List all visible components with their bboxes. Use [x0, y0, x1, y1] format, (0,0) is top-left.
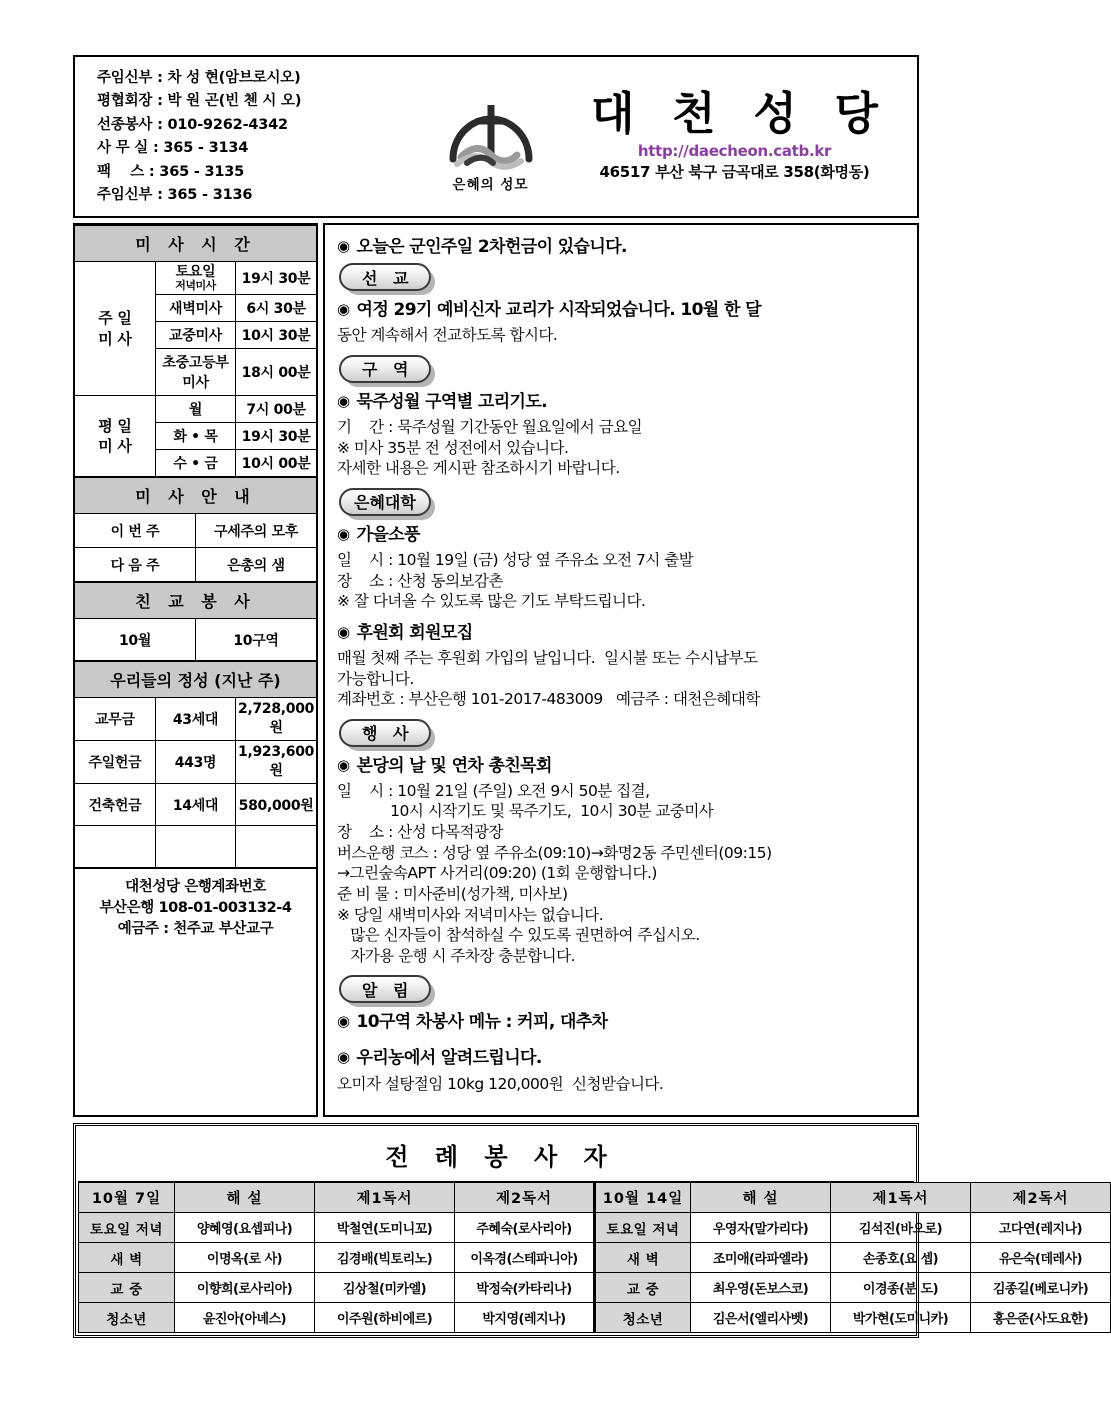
contact-line: 사 무 실 : 365 - 3134	[97, 140, 249, 157]
weekday-mass-label: 평 일 미 사	[75, 396, 155, 477]
announcement-bullet-text: 가을소풍	[356, 524, 420, 545]
announcement-detail-line: 오미자 설탕절임 10kg 120,000원 신청받습니다.	[337, 1074, 664, 1093]
server-cell: 박정숙(카타리나)	[455, 1273, 595, 1303]
mass-guide-title: 미 사 안 내	[75, 478, 316, 514]
spacer	[337, 612, 909, 621]
announcement-detail-line: 준 비 물 : 미사준비(성가책, 미사보)	[337, 884, 568, 903]
table-row	[79, 1243, 1111, 1273]
spacer	[337, 479, 909, 484]
sunday-mass-label: 주 일 미 사	[75, 262, 155, 396]
mass-row-time: 7시 00분	[236, 396, 316, 423]
announcement-bullet	[337, 523, 909, 547]
fellowship-row-value: 10구역	[196, 619, 317, 661]
announcement-detail-line: 10시 시작기도 및 묵주기도, 10시 30분 교중미사	[337, 802, 714, 821]
spacer	[337, 346, 909, 351]
server-cell: 주혜숙(로사리아)	[455, 1213, 595, 1243]
announcement-detail-line: 계좌번호 : 부산은행 101-2017-483009 예금주 : 대천은혜대학	[337, 690, 760, 709]
contact-line: 주임신부 : 365 - 3136	[97, 187, 253, 204]
section-pill-wrap	[339, 975, 909, 1006]
offering-count: 14세대	[155, 784, 235, 826]
servers-table	[78, 1182, 1111, 1333]
column-header: 해 설	[691, 1183, 831, 1213]
server-cell: 김종길(베로니카)	[971, 1273, 1111, 1303]
announcement-detail-line: 일 시 : 10월 21일 (주일) 오전 9시 50분 집결,	[337, 781, 650, 800]
row-label: 청소년	[79, 1303, 175, 1333]
bullet-icon: ◉	[337, 1048, 350, 1067]
announcement-detail-line: 가능합니다.	[337, 669, 414, 688]
mass-row-name: 교중미사	[155, 322, 235, 349]
bullet-icon: ◉	[337, 1012, 350, 1031]
bank-line: 예금주 : 천주교 부산교구	[117, 921, 274, 938]
mass-guide-table	[75, 477, 316, 582]
bank-line: 대천성당 은행계좌번호	[125, 879, 266, 896]
column-header: 제2독서	[455, 1183, 595, 1213]
section-pill-wrap	[339, 488, 909, 519]
bullet-icon: ◉	[337, 300, 350, 319]
bank-account-block	[75, 868, 316, 948]
church-website-link[interactable]: http://daecheon.catb.kr	[637, 142, 832, 160]
column-header: 해 설	[175, 1183, 315, 1213]
announcement-detail-line: ※ 당일 새벽미사와 저녁미사는 없습니다.	[337, 905, 604, 924]
offering-count: 43세대	[155, 698, 235, 741]
server-cell: 최우영(돈보스코)	[691, 1273, 831, 1303]
server-cell: 이명옥(로 사)	[175, 1243, 315, 1273]
announcement-detail-line: 버스운행 코스 : 성당 옆 주유소(09:10)→화명2동 주민센터(09:15)	[337, 843, 772, 862]
announcement-detail-line: ※ 미사 35분 전 성전에서 있습니다.	[337, 438, 569, 457]
table-row	[79, 1273, 1111, 1303]
announcement-detail-line: →그린숲속APT 사거리(09:20) (1회 운행합니다.)	[337, 864, 657, 883]
row-label: 교 중	[595, 1273, 691, 1303]
server-cell: 손종호(요 셉)	[831, 1243, 971, 1273]
top-notice-text: 오늘은 군인주일 2차헌금이 있습니다.	[356, 237, 627, 257]
bullet-icon: ◉	[337, 755, 350, 774]
column-header: 제2독서	[971, 1183, 1111, 1213]
server-cell: 윤진아(아녜스)	[175, 1303, 315, 1333]
announcement-bullet-text: 10구역 차봉사 메뉴 : 커피, 대추차	[356, 1012, 608, 1033]
mass-time-table	[75, 225, 316, 477]
section-pill: 행 사	[339, 719, 431, 747]
spacer	[337, 1037, 909, 1046]
announcement-bullet-text: 묵주성월 구역별 고리기도.	[356, 391, 548, 412]
guide-row-value: 은총의 샘	[196, 548, 317, 582]
liturgical-servers-section	[73, 1123, 1089, 1338]
server-cell: 홍은준(사도요한)	[971, 1303, 1111, 1333]
church-address: 46517 부산 북구 금곡대로 358(화명동)	[599, 163, 870, 181]
spacer	[337, 966, 909, 971]
announcement-bullet	[337, 1046, 909, 1070]
row-label: 토요일 저녁	[79, 1213, 175, 1243]
column-header: 제1독서	[831, 1183, 971, 1213]
section-pill: 알 림	[339, 975, 431, 1003]
contact-line: 선종봉사 : 010-9262-4342	[97, 116, 288, 133]
offering-amount: 580,000원	[236, 784, 316, 826]
bulletin-header	[73, 55, 919, 218]
mass-row-name: 수 • 금	[155, 450, 235, 477]
announcement-detail-line: 자세한 내용은 게시판 참조하시기 바랍니다.	[337, 459, 620, 478]
bank-line: 부산은행 108-01-003132-4	[99, 900, 292, 917]
mass-row-name: 새벽미사	[155, 295, 235, 322]
server-cell: 이주원(하비에르)	[315, 1303, 455, 1333]
server-cell: 박지영(레지나)	[455, 1303, 595, 1333]
contact-line: 평협회장 : 박 원 곤(빈 첸 시 오)	[97, 93, 302, 110]
announcement-bullet	[337, 298, 909, 322]
mass-row-name: 화 • 목	[155, 423, 235, 450]
announcements-panel	[323, 223, 919, 1117]
server-cell: 박가현(도미니카)	[831, 1303, 971, 1333]
column-header: 10월 7일	[79, 1183, 175, 1213]
bulletin-page	[73, 55, 1089, 1350]
announcement-sections	[337, 263, 909, 1099]
offering-amount: 1,923,600원	[236, 741, 316, 784]
logo-caption: 은혜의 성모	[452, 176, 529, 193]
announcement-bullet-text: 후원회 회원모집	[356, 622, 473, 643]
mass-name: 토요일	[175, 264, 216, 280]
announcement-detail-line: 많은 신자들이 참석하실 수 있도록 권면하여 주십시오.	[337, 926, 700, 945]
column-header: 제1독서	[315, 1183, 455, 1213]
offering-amount	[236, 826, 316, 868]
church-name: 대 천 성 당	[591, 87, 889, 140]
row-label: 토요일 저녁	[595, 1213, 691, 1243]
mass-row-name: 월	[155, 396, 235, 423]
church-logo	[423, 57, 558, 216]
mass-row-time: 19시 30분	[236, 262, 316, 295]
announcement-detail-line: 자가용 운행 시 주차장 충분합니다.	[337, 946, 576, 965]
bullet-icon: ◉	[337, 237, 350, 255]
row-label: 교 중	[79, 1273, 175, 1303]
offering-amount: 2,728,000원	[236, 698, 316, 741]
guide-row-label: 이 번 주	[75, 514, 196, 548]
cross-over-waves-icon	[443, 85, 539, 171]
bullet-icon: ◉	[337, 524, 350, 543]
offering-table	[75, 661, 316, 868]
table-row	[79, 1303, 1111, 1333]
offering-label: 건축헌금	[75, 784, 155, 826]
fellowship-table	[75, 582, 316, 661]
spacer	[337, 710, 909, 715]
church-title-block	[558, 57, 917, 216]
announcement-bullet	[337, 390, 909, 414]
guide-row-label: 다 음 주	[75, 548, 196, 582]
contact-line: 팩 스 : 365 - 3135	[97, 163, 245, 180]
server-cell: 이향희(로사리아)	[175, 1273, 315, 1303]
announcement-bullet-text: 본당의 날 및 연차 총친목회	[356, 755, 552, 776]
announcement-bullet	[337, 754, 909, 778]
contact-block	[75, 57, 423, 216]
fellowship-row-label: 10월	[75, 619, 196, 661]
announcement-detail-line: 매월 첫째 주는 후원회 가입의 날입니다. 일시불 또는 수시납부도	[337, 648, 758, 667]
server-cell: 김상철(미카엘)	[315, 1273, 455, 1303]
section-pill: 선 교	[339, 263, 431, 291]
offering-count: 443명	[155, 741, 235, 784]
mass-row-name	[155, 262, 235, 295]
row-label: 새 벽	[79, 1243, 175, 1273]
guide-row-value: 구세주의 모후	[196, 514, 317, 548]
announcement-detail-line: 기 간 : 묵주성월 기간동안 월요일에서 금요일	[337, 417, 643, 436]
mass-row-time: 18시 00분	[236, 349, 316, 396]
fellowship-title: 친 교 봉 사	[75, 583, 316, 619]
server-cell: 김은서(엘리사벳)	[691, 1303, 831, 1333]
announcement-bullet-text: 여정 29기 예비신자 교리가 시작되었습니다. 10월 한 달	[356, 300, 761, 321]
server-cell: 유은숙(데레사)	[971, 1243, 1111, 1273]
row-label: 새 벽	[595, 1243, 691, 1273]
mass-row-time: 19시 30분	[236, 423, 316, 450]
servers-title: 전 례 봉 사 자	[78, 1128, 914, 1182]
offering-label: 교무금	[75, 698, 155, 741]
section-pill-wrap	[339, 263, 909, 294]
mass-row-name: 초중고등부미사	[155, 349, 235, 396]
announcement-detail-line: 동안 계속해서 전교하도록 합시다.	[337, 326, 558, 345]
offering-title: 우리들의 정성 (지난 주)	[75, 662, 316, 698]
sidebar	[73, 223, 318, 1117]
server-cell: 양혜영(요셉피나)	[175, 1213, 315, 1243]
server-cell: 김석진(바오로)	[831, 1213, 971, 1243]
announcement-detail-line: 일 시 : 10월 19일 (금) 성당 옆 주유소 오전 7시 출발	[337, 550, 694, 569]
server-cell: 조미애(라파엘라)	[691, 1243, 831, 1273]
bullet-icon: ◉	[337, 391, 350, 410]
server-cell: 박철연(도미니꼬)	[315, 1213, 455, 1243]
section-pill: 구 역	[339, 355, 431, 383]
mass-row-time: 10시 30분	[236, 322, 316, 349]
offering-label	[75, 826, 155, 868]
table-header-row	[79, 1183, 1111, 1213]
server-cell: 고다연(레지나)	[971, 1213, 1111, 1243]
server-cell: 우영자(말가리다)	[691, 1213, 831, 1243]
top-notice	[337, 235, 909, 259]
announcement-bullet	[337, 621, 909, 645]
announcement-detail-line: 장 소 : 산성 다목적광장	[337, 823, 503, 842]
server-cell: 김경배(빅토리노)	[315, 1243, 455, 1273]
section-pill: 은혜대학	[339, 488, 431, 516]
bullet-icon: ◉	[337, 622, 350, 641]
column-header: 10월 14일	[595, 1183, 691, 1213]
offering-count	[155, 826, 235, 868]
announcement-detail-line: 장 소 : 산청 동의보감촌	[337, 571, 503, 590]
table-row	[79, 1213, 1111, 1243]
spacer	[337, 1094, 909, 1099]
offering-label: 주일헌금	[75, 741, 155, 784]
row-label: 청소년	[595, 1303, 691, 1333]
server-cell: 이경종(분 도)	[831, 1273, 971, 1303]
mass-time-title: 미 사 시 간	[75, 226, 316, 262]
mass-row-time: 6시 30분	[236, 295, 316, 322]
contact-line: 주임신부 : 차 성 현(암브로시오)	[97, 70, 301, 86]
section-pill-wrap	[339, 719, 909, 750]
announcement-bullet	[337, 1010, 909, 1034]
mass-row-time: 10시 00분	[236, 450, 316, 477]
announcement-bullet-text: 우리농에서 알려드립니다.	[356, 1048, 542, 1069]
section-pill-wrap	[339, 355, 909, 386]
announcement-detail-line: ※ 잘 다녀올 수 있도록 많은 기도 부탁드립니다.	[337, 592, 646, 611]
server-cell: 이옥경(스테파니아)	[455, 1243, 595, 1273]
mass-subname: 저녁미사	[175, 278, 216, 292]
